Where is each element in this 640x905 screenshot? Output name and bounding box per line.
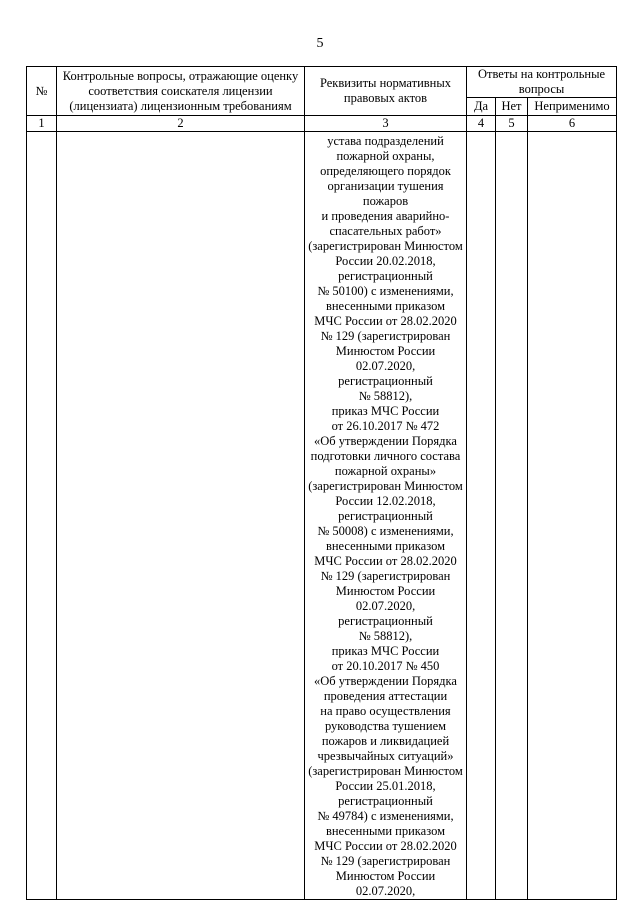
- legal-act-text-line: (зарегистрирован Минюстом: [308, 479, 463, 493]
- legal-act-text-line: № 58812),: [358, 389, 413, 403]
- legal-act-text-line: МЧС России от 28.02.2020: [314, 839, 457, 853]
- legal-act-text-line: внесенными приказом: [325, 824, 446, 838]
- row-answer-no-cell: [496, 132, 528, 900]
- legal-act-text-line: пожаров: [362, 194, 409, 208]
- row-number-cell: [27, 132, 57, 900]
- legal-act-text-line: пожаров и ликвидацией: [321, 734, 450, 748]
- header-answer-na: Неприменимо: [528, 98, 617, 116]
- header-answer-no: Нет: [496, 98, 528, 116]
- legal-act-text-line: пожарной охраны»: [334, 464, 437, 478]
- legal-act-text-line: № 58812),: [358, 629, 413, 643]
- legal-act-text-line: спасательных работ»: [329, 224, 442, 238]
- column-number-4: 4: [467, 116, 496, 132]
- column-number-5: 5: [496, 116, 528, 132]
- header-legal-acts: Реквизиты нормативных правовых актов: [305, 67, 467, 116]
- legal-act-text-line: регистрационный: [338, 794, 433, 808]
- column-number-1: 1: [27, 116, 57, 132]
- legal-act-text-line: от 20.10.2017 № 450: [331, 659, 440, 673]
- legal-act-text-line: внесенными приказом: [325, 539, 446, 553]
- legal-act-text-line: № 129 (зарегистрирован: [320, 854, 451, 868]
- legal-act-text-line: (зарегистрирован Минюстом: [308, 239, 463, 253]
- legal-act-text-line: приказ МЧС России: [331, 404, 440, 418]
- table-row: [27, 132, 617, 900]
- legal-act-text-line: внесенными приказом: [325, 299, 446, 313]
- legal-act-text-line: 02.07.2020,: [355, 884, 416, 898]
- legal-act-text-line: МЧС России от 28.02.2020: [314, 314, 457, 328]
- legal-act-text-line: пожарной охраны,: [336, 149, 435, 163]
- legal-act-text-line: (зарегистрирован Минюстом: [308, 764, 463, 778]
- legal-act-text-line: регистрационный: [338, 269, 433, 283]
- page-number: 5: [316, 36, 324, 51]
- legal-act-text-line: руководства тушением: [324, 719, 447, 733]
- legal-act-text-line: № 50008) с изменениями,: [317, 524, 454, 538]
- legal-act-text-line: регистрационный: [338, 374, 433, 388]
- legal-act-text-line: России 12.02.2018,: [335, 494, 436, 508]
- header-answer-yes: Да: [467, 98, 496, 116]
- row-answer-yes-cell: [467, 132, 496, 900]
- legal-act-text-line: МЧС России от 28.02.2020: [314, 554, 457, 568]
- legal-act-text-line: регистрационный: [338, 509, 433, 523]
- legal-act-text-line: 02.07.2020,: [355, 599, 416, 613]
- legal-act-text-line: России 25.01.2018,: [335, 779, 436, 793]
- legal-act-text-line: и проведения аварийно-: [321, 209, 450, 223]
- header-row: [27, 67, 617, 98]
- legal-act-text-line: приказ МЧС России: [331, 644, 440, 658]
- column-number-row: [27, 116, 617, 132]
- header-number: №: [27, 67, 57, 116]
- legal-act-text-line: № 50100) с изменениями,: [317, 284, 454, 298]
- legal-act-text-line: № 49784) с изменениями,: [317, 809, 454, 823]
- legal-act-text-line: 02.07.2020,: [355, 359, 416, 373]
- legal-act-text-line: на право осуществления: [320, 704, 451, 718]
- legal-act-text-line: организации тушения: [327, 179, 444, 193]
- legal-act-text-line: регистрационный: [338, 614, 433, 628]
- checklist-table: [26, 66, 617, 900]
- legal-act-text-line: от 26.10.2017 № 472: [331, 419, 440, 433]
- legal-act-text-line: устава подразделений: [327, 134, 444, 148]
- legal-act-text-line: подготовки личного состава: [310, 449, 461, 463]
- legal-act-text-line: проведения аттестации: [323, 689, 448, 703]
- legal-act-text-line: Минюстом России: [335, 869, 436, 883]
- legal-act-text-line: «Об утверждении Порядка: [314, 434, 457, 448]
- row-legal-acts-cell: [305, 132, 467, 900]
- legal-act-text-line: Минюстом России: [335, 344, 436, 358]
- legal-act-text-line: чрезвычайных ситуаций»: [317, 749, 454, 763]
- header-answers-group: Ответы на контрольные вопросы: [467, 67, 617, 98]
- column-number-6: 6: [528, 116, 617, 132]
- legal-act-text-line: определяющего порядок: [320, 164, 451, 178]
- column-number-3: 3: [305, 116, 467, 132]
- row-answer-na-cell: [528, 132, 617, 900]
- row-question-cell: [57, 132, 305, 900]
- legal-act-text-line: России 20.02.2018,: [335, 254, 436, 268]
- legal-act-text-line: № 129 (зарегистрирован: [320, 329, 451, 343]
- legal-act-text-line: «Об утверждении Порядка: [314, 674, 457, 688]
- legal-act-text-line: Минюстом России: [335, 584, 436, 598]
- legal-act-text-line: № 129 (зарегистрирован: [320, 569, 451, 583]
- column-number-2: 2: [57, 116, 305, 132]
- header-questions: Контрольные вопросы, отражающие оценку соответствия соискателя лицензии (лицензиата) лицензионным требованиям: [57, 67, 305, 116]
